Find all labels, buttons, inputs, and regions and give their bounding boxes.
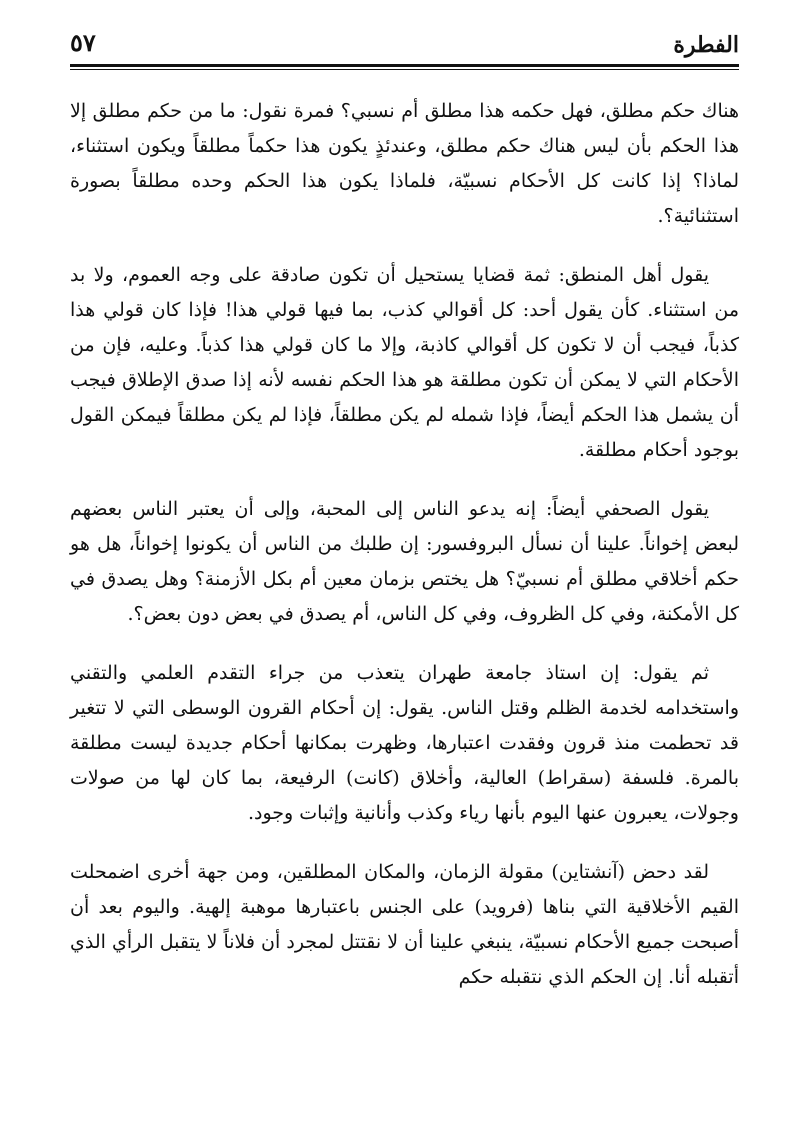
paragraph-1: هناك حكم مطلق، فهل حكمه هذا مطلق أم نسبي؟ فمرة نقول: ما من حكم مطلق إلا هذا الحكم بأن ليس هناك حكم مطلق، وعندئذٍ يكون هذا حكماً مطلقاً ويكون استثناء، لماذا؟ إذا كانت كل الأحكام نسبيّة، فلماذا يكون هذا الحكم وحده مطلقاً بصورة استثنائية؟.	[70, 100, 739, 227]
paragraph-2: يقول أهل المنطق: ثمة قضايا يستحيل أن تكون صادقة على وجه العموم، ولا بد من استثناء. كأن يقول أحد: كل أقوالي كذب، بما فيها قولي هذا! فإذا كان قولي هذا كذباً، فيجب أن لا تكون كل أقوالي كاذبة، وإلا ما كان قولي هذا كذباً. وعليه، فإن من الأحكام التي لا يمكن أن تكون مطلقة هو هذا الحكم نفسه لأنه إذا صدق الإطلاق فيجب أن يشمل هذا الحكم أيضاً، فإذا شمله لم يكن مطلقاً، فإذا لم يكن مطلقاً فيمكن القول بوجود أحكام مطلقة.	[70, 264, 739, 461]
paragraph-5: لقد دحض (آنشتاين) مقولة الزمان، والمكان المطلقين، ومن جهة أخرى اضمحلت القيم الأخلاقية التي بناها (فرويد) على الجنس باعتبارها موهبة إلهية. واليوم بعد أن أصبحت جميع الأحكام نسبيّة، ينبغي علينا أن لا نقتتل لمجرد أن فلاناً لا يتقبل الرأي الذي أتقبله أنا. إن الحكم الذي نتقبله حكم	[70, 861, 739, 988]
body-text	[70, 94, 739, 995]
page-number: ٥٧	[70, 28, 96, 57]
page-header	[70, 26, 739, 62]
header-rule-thick	[70, 64, 739, 67]
paragraph-4: ثم يقول: إن استاذ جامعة طهران يتعذب من جراء التقدم العلمي والتقني واستخدامه لخدمة الظلم وقتل الناس. يقول: إن أحكام القرون الوسطى التي لا تتغير قد تحطمت منذ قرون وفقدت اعتبارها، وظهرت بمكانها أحكام جديدة ليست مطلقة بالمرة. فلسفة (سقراط) العالية، وأخلاق (كانت) الرفيعة، بما كان لها من صولات وجولات، يعبرون عنها اليوم بأنها رياء وكذب وأنانية وإثبات وجود.	[70, 662, 739, 824]
chapter-title: الفطرة	[673, 32, 739, 58]
header-rule-thin	[70, 69, 739, 70]
paragraph-3: يقول الصحفي أيضاً: إنه يدعو الناس إلى المحبة، وإلى أن يعتبر الناس بعضهم لبعض إخواناً. علينا أن نسأل البروفسور: إن طلبك من الناس أن يكونوا إخواناً، هل هو حكم أخلاقي مطلق أم نسبيّ؟ هل يختص بزمان معين أم بكل الأزمنة؟ وهل يصدق في كل الأمكنة، وفي كل الظروف، وفي كل الناس، أم يصدق في بعض دون بعض؟.	[70, 498, 739, 625]
